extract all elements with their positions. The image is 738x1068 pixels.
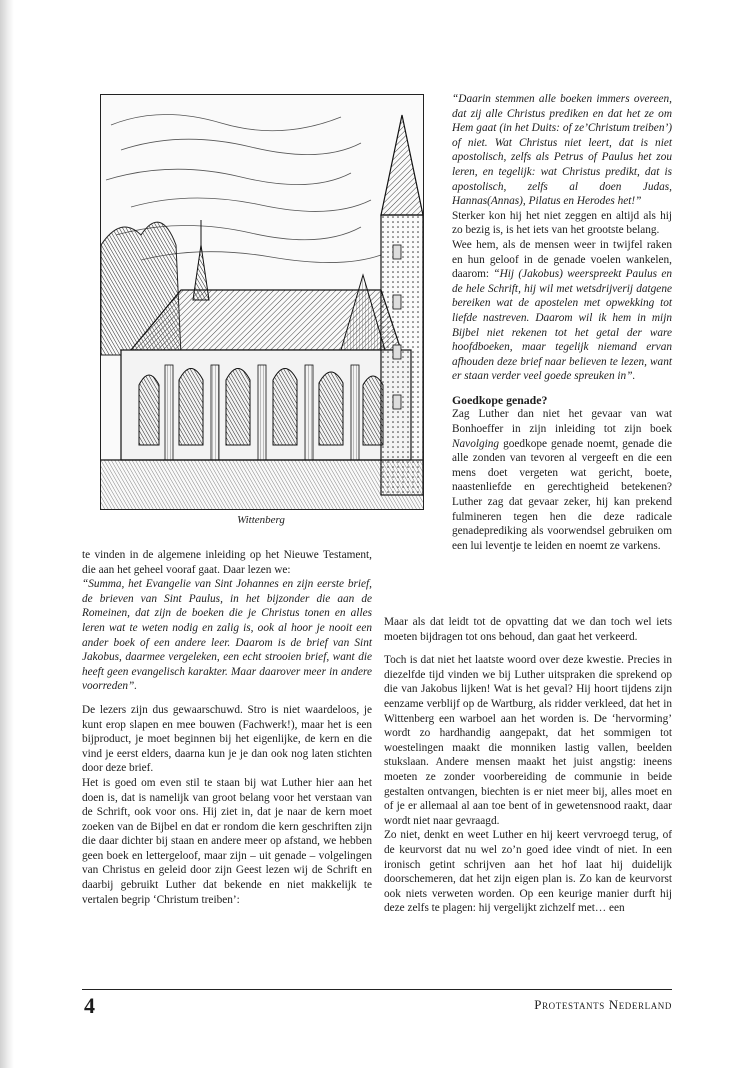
publication-name: Protestants Nederland bbox=[534, 997, 672, 1012]
left-paragraph-1: De lezers zijn dus gewaarschuwd. Stro is niet waardeloos, je kunt erop slapen en mee bouwen (Fachwerk!), maar het is een bijproduct, je moet beginnen bij het eigenlijke, de kern en die vind je eerst elders, daarna kun je je dan ook nog laten stichten door deze brief. bbox=[82, 703, 372, 775]
right-paragraph-2 bbox=[452, 238, 672, 384]
luther-quote-jakobus: “Hij (Jakobus) weerspreekt Paulus en de hele Schrift, hij wil met wetsdrijverij datgene bereiken wat de apostelen met opwekking tot liefde nastreven. Daarom wil ik hem in mijn Bijbel niet rekenen tot het getal der ware hoofdboeken, maar tegelijk niemand ervan afhouden deze brief naar believen te lezen, want er staan verder veel goede spreuken in”. bbox=[452, 268, 673, 383]
scan-edge bbox=[0, 0, 14, 1068]
right-column-lower bbox=[384, 615, 672, 916]
section-heading: Goedkope genade? bbox=[452, 392, 548, 407]
luther-quote-christum: “Daarin stemmen alle boeken immers overeen, dat zij alle Christus prediken en dat het ze om Hem gaat (in het Duits: of ze’Christum treiben’) of niet. Wat Christus niet leert, dat is niet apostolisch, zelfs als Petrus of Paulus het zou leren, en tegelijk: wat Christus predikt, dat is apostolisch, zelfs al doen Judas, Hannas(Annas), Pilatus en Herodes het!” bbox=[452, 93, 672, 208]
right-column bbox=[384, 92, 672, 553]
left-paragraph-2: Het is goed om even stil te staan bij wat Luther hier aan het doen is, dat is namelijk van groot belang voor het verstaan van de Schrift, ook voor ons. Hij ziet in, dat je naar de kern moet zoeken van de Bijbel en dat er rondom die kern geschriften zijn die daar dichter bij staan en andere meer op afstand, we hebben geen boek en lettergeloof, maar zijn – uit genade – volgelingen van Christus en geleid door zijn Geest lezen wij de Schrift en daarbij gebruikt Luther dat bekende en niet makkelijk te vertalen begrip ‘Christum treiben’: bbox=[82, 776, 372, 906]
left-column bbox=[82, 548, 372, 907]
illustration-caption: Wittenberg bbox=[237, 514, 285, 526]
wittenberg-illustration bbox=[100, 94, 424, 510]
right-paragraph-6: Zo niet, denkt en weet Luther en hij keert vervroegd terug, of de keurvorst dat nu wel zo’n goed idee vindt of niet. In een ironisch getint schrijven aan het hof laat hij duidelijk doorschemeren, dat het zijn eigen plan is. Zo kan de keurvorst ook niets verweten worden. Op een keurige manier durft hij deze zelfs te plagen: hij vergelijkt zichzelf met… een bbox=[384, 829, 672, 915]
right-paragraph-4: Maar als dat leidt tot de opvatting dat we dan toch wel iets moeten bijdragen tot ons behoud, dan gaat het verkeerd. bbox=[384, 616, 672, 643]
page-number: 4 bbox=[84, 993, 95, 1018]
right-paragraph-5: Toch is dat niet het laatste woord over deze kwestie. Precies in diezelfde tijd vinden we bij Luther uitspraken die sprekend op die van Jakobus lijken! Wat is het geval? Hij hoort tijdens zijn eenzame verblijf op de Wartburg, als ridder verkleed, dat het in Wittenberg een warboel aan het worden is. De ‘hervorming’ wordt zo hardhandig aangepakt, dat het sommigen tot woestelingen maakt die monniken lastig vallen, beelden stukslaan. Andere mensen maakt het juist angstig: ineens moeten ze zonder voorbereiding de communie in beide gestalten ontvangen, biechten is er niet meer bij, alles moet en of je er allemaal al aan toe bent of in gewetensnood raakt, daar wordt niet naar gevraagd. bbox=[384, 654, 672, 827]
footer-rule bbox=[82, 989, 672, 990]
right-paragraph-2-lead: Wee hem, als de mensen weer in twijfel raken en hun geloof in de genade voelen wankelen, daarom: bbox=[452, 238, 672, 281]
luther-quote-summa: “Summa, het Evangelie van Sint Johannes en zijn eerste brief, de brieven van Sint Paulus, in het bijzonder die aan de Romeinen, dat zijn de boeken die je Christus tonen en alles leren wat te weten nodig en zalig is, ook al hoor je nooit een ander boek of een andere leer. Daarom is de brief van Sint Jakobus, daarmee vergeleken, een echt strooien brief, want die heeft geen evangelisch karakter. Maar daarover meer in andere voorreden”. bbox=[82, 578, 372, 693]
left-intro: te vinden in de algemene inleiding op het Nieuwe Testament, die aan het geheel vooraf gaat. Daar lezen we: bbox=[82, 549, 372, 576]
right-paragraph-1: Sterker kon hij het niet zeggen en altijd als hij zo bezig is, is het iets van het grootste belang. bbox=[452, 209, 672, 237]
book-title: Navolging bbox=[452, 437, 500, 450]
right-paragraph-3-start: Zag Luther dan niet het gevaar van wat Bonhoeffer in zijn inleiding tot zijn boek Navolging goedkope genade noemt, genade die alle zonden van tevoren al vergeeft en die een mens doet vergeten wat gericht, boete, naastenliefde en gerechtigheid betekenen? Luther zag dat gevaar zeker, hij kan prekend fulmineren tegen hen die deze radicale genadeprediking als voorwendsel gebruiken om een lui leventje te leiden en noemt ze varkens. bbox=[452, 408, 672, 552]
